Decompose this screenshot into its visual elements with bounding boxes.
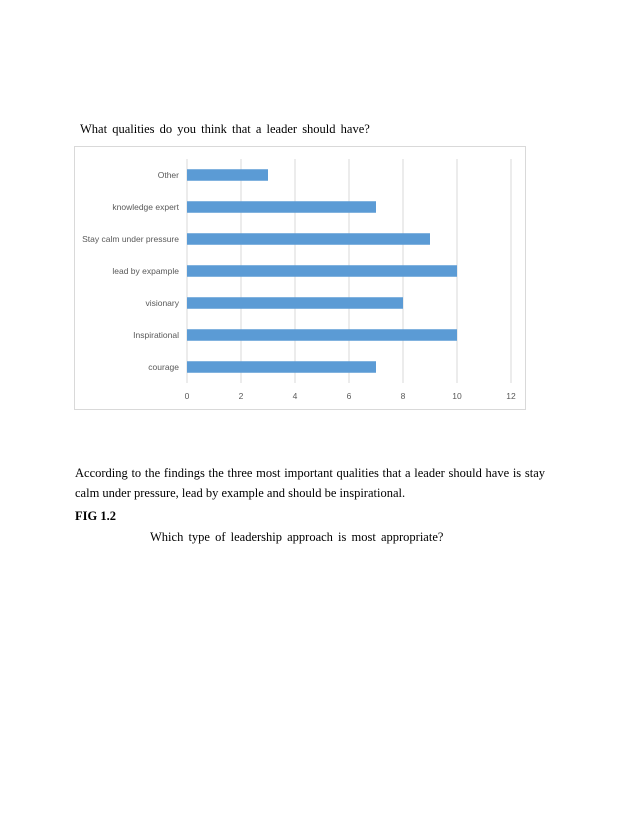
question-heading-2: Which type of leadership approach is most appropriate?	[150, 530, 444, 544]
findings-paragraph: According to the findings the three most important qualities that a leader should have is stay calm under pressure, lead by example and should be inspirational.	[75, 466, 545, 500]
x-tick-label: 12	[506, 391, 516, 401]
category-label: Inspirational	[133, 330, 179, 340]
bar	[187, 169, 268, 181]
category-label: knowledge expert	[112, 202, 179, 212]
x-tick-label: 0	[184, 391, 190, 401]
bar	[187, 233, 430, 245]
category-label: Other	[157, 170, 179, 180]
bar	[187, 297, 403, 309]
figure-label: FIG 1.2	[75, 509, 116, 523]
bar	[187, 265, 457, 277]
x-tick-label: 2	[238, 391, 244, 401]
category-label: courage	[148, 362, 179, 372]
x-tick-label: 6	[346, 391, 352, 401]
category-label: visionary	[145, 298, 179, 308]
chart-tick-labels	[185, 391, 516, 401]
category-label: Stay calm under pressure	[82, 234, 179, 244]
x-tick-label: 8	[400, 391, 406, 401]
chart-category-labels	[82, 170, 180, 372]
x-tick-label: 4	[292, 391, 298, 401]
bar	[187, 329, 457, 341]
chart-bars	[187, 169, 457, 373]
bar	[187, 361, 376, 373]
x-tick-label: 10	[452, 391, 462, 401]
chart-frame	[74, 146, 526, 410]
bar-chart	[75, 147, 527, 411]
question-heading-1: What qualities do you think that a leader should have?	[80, 122, 370, 136]
bar	[187, 201, 376, 213]
category-label: lead by expample	[112, 266, 179, 276]
